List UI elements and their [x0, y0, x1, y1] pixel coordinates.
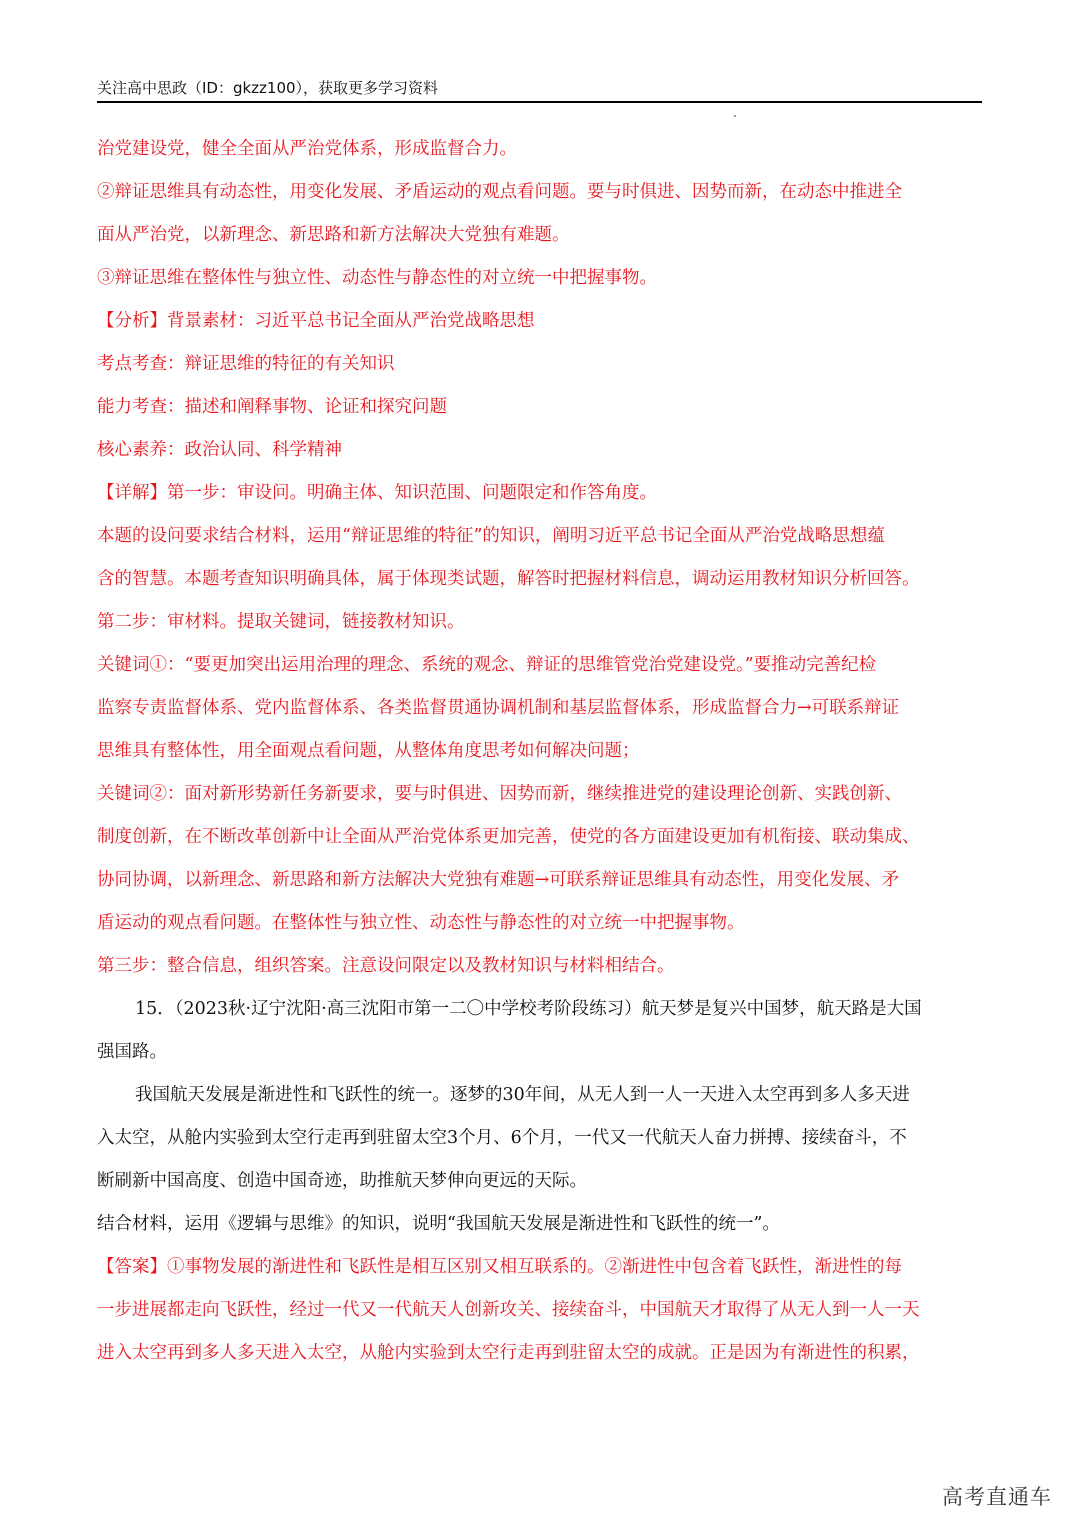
text-line: 15．（2023秋·辽宁沈阳·高三沈阳市第一二〇中学校考阶段练习）航天梦是复兴中国梦，航天路是大国: [135, 999, 922, 1019]
text-line: 核心素养：政治认同、科学精神: [97, 440, 342, 460]
text-line: 结合材料，运用《逻辑与思维》的知识，说明“我国航天发展是渐进性和飞跃性的统一”。: [97, 1214, 780, 1234]
text-line: 含的智慧。本题考查知识明确具体，属于体现类试题，解答时把握材料信息，调动运用教材知识分析回答。: [97, 569, 920, 589]
text-line: ③辩证思维在整体性与独立性、动态性与静态性的对立统一中把握事物。: [97, 268, 657, 288]
text-line: 第三步：整合信息，组织答案。注意设问限定以及教材知识与材料相结合。: [97, 956, 675, 976]
text-line: 入太空，从舱内实验到太空行走再到驻留太空3个月、6个月，一代又一代航天人奋力拼搏、接续奋斗，不: [97, 1128, 907, 1148]
stray-dot-mark: [734, 115, 736, 117]
text-line: 协同协调，以新理念、新思路和新方法解决大党独有难题→可联系辩证思维具有动态性，用变化发展、矛: [97, 870, 900, 890]
text-line: 监察专责监督体系、党内监督体系、各类监督贯通协调机制和基层监督体系，形成监督合力→可联系辩证: [97, 698, 900, 718]
page-header-text: 关注高中思政（ID：gkzz100），获取更多学习资料: [97, 79, 439, 97]
text-line: 本题的设问要求结合材料，运用“辩证思维的特征”的知识，阐明习近平总书记全面从严治党战略思想蕴: [97, 526, 885, 546]
text-line: 一步进展都走向飞跃性，经过一代又一代航天人创新攻关、接续奋斗，中国航天才取得了从无人到一人一天: [97, 1300, 920, 1320]
text-line: 【答案】①事物发展的渐进性和飞跃性是相互区别又相互联系的。②渐进性中包含着飞跃性，渐进性的每: [97, 1257, 902, 1277]
text-line: 面从严治党，以新理念、新思路和新方法解决大党独有难题。: [97, 225, 570, 245]
text-line: 思维具有整体性，用全面观点看问题，从整体角度思考如何解决问题；: [97, 741, 640, 761]
text-line: 治党建设党，健全全面从严治党体系，形成监督合力。: [97, 139, 517, 159]
text-line: 考点考查：辩证思维的特征的有关知识: [97, 354, 395, 374]
text-line: 能力考查：描述和阐释事物、论证和探究问题: [97, 397, 447, 417]
watermark-text: 高考直通车: [942, 1485, 1052, 1509]
text-line: 关键词②：面对新形势新任务新要求，要与时俱进、因势而新，继续推进党的建设理论创新、实践创新、: [97, 784, 902, 804]
text-line: 第二步：审材料。提取关键词，链接教材知识。: [97, 612, 465, 632]
text-line: 关键词①：“要更加突出运用治理的理念、系统的观念、辩证的思维管党治党建设党。”要推动完善纪检: [97, 655, 877, 675]
text-line: 【详解】第一步：审设问。明确主体、知识范围、问题限定和作答角度。: [97, 483, 657, 503]
text-line: 盾运动的观点看问题。在整体性与独立性、动态性与静态性的对立统一中把握事物。: [97, 913, 745, 933]
text-line: 进入太空再到多人多天进入太空，从舱内实验到太空行走再到驻留太空的成就。正是因为有渐进性的积累，: [97, 1343, 920, 1363]
text-line: ②辩证思维具有动态性，用变化发展、矛盾运动的观点看问题。要与时俱进、因势而新，在动态中推进全: [97, 182, 902, 202]
header-divider: [97, 101, 982, 103]
text-line: 我国航天发展是渐进性和飞跃性的统一。逐梦的30年间，从无人到一人一天进入太空再到多人多天进: [135, 1085, 910, 1105]
text-line: 【分析】背景素材：习近平总书记全面从严治党战略思想: [97, 311, 535, 331]
text-line: 断刷新中国高度、创造中国奇迹，助推航天梦伸向更远的天际。: [97, 1171, 587, 1191]
document-body: [97, 128, 981, 1375]
text-line: 强国路。: [97, 1042, 167, 1062]
text-line: 制度创新，在不断改革创新中让全面从严治党体系更加完善，使党的各方面建设更加有机衔接、联动集成、: [97, 827, 920, 847]
